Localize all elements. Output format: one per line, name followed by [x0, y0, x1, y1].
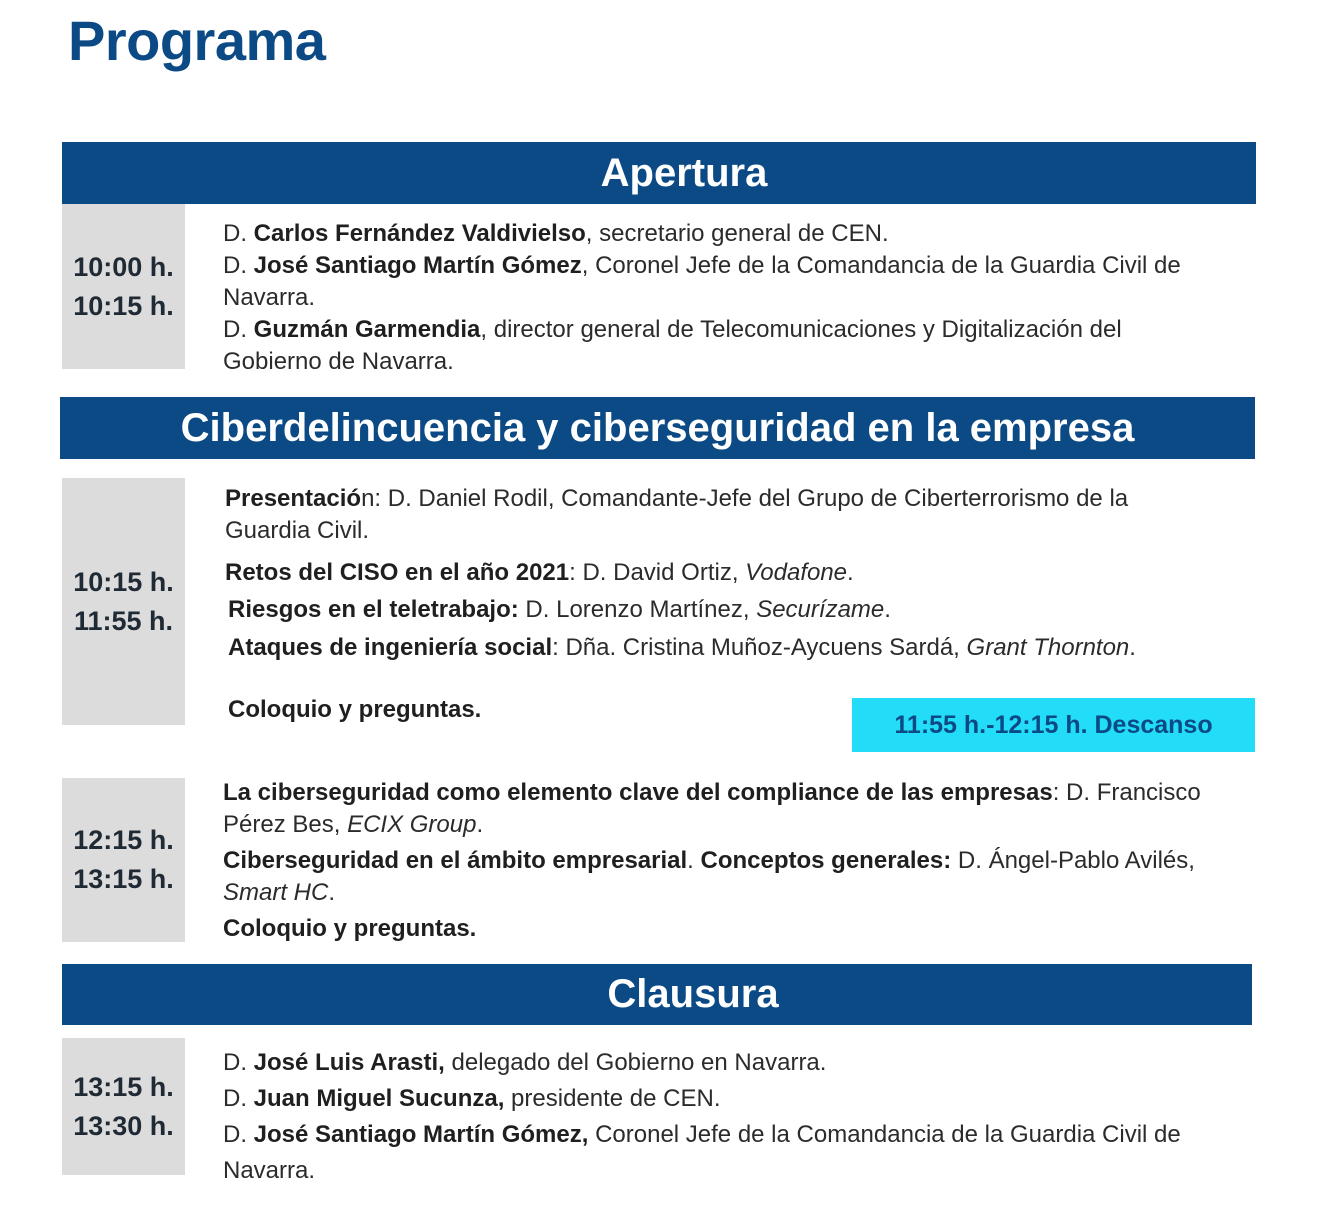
talk-title: Ataques de ingeniería social [228, 634, 553, 661]
apertura-speakers [223, 218, 1181, 378]
ciber-block-1 [225, 483, 1128, 547]
clausura-speakers [223, 1045, 1181, 1189]
talk-retos: Retos del CISO en el año 2021: D. David Ortiz, Vodafone. [225, 559, 854, 586]
time-end: 11:55 h. [73, 605, 174, 636]
speaker-line-continued: Navarra. [223, 1157, 316, 1184]
speaker-name: José Santiago Martín Gómez [253, 252, 582, 279]
speaker-line: D. José Luis Arasti, delegado del Gobierno en Navarra. [223, 1049, 827, 1076]
company-name: Smart HC [223, 879, 329, 906]
time-start: 10:15 h. [73, 566, 174, 597]
company-name: Grant Thornton [966, 634, 1130, 661]
presentacion-line: Presentación: D. Daniel Rodil, Comandante-Jefe del Grupo de Ciberterrorismo de la [225, 485, 1129, 512]
time-start: 10:00 h. [73, 251, 174, 282]
talk-title: Riesgos en el teletrabajo: [228, 596, 519, 623]
talk-ataques: Ataques de ingeniería social: Dña. Cristina Muñoz-Aycuens Sardá, Grant Thornton. [228, 634, 1136, 661]
talk-compliance-continued: Pérez Bes, ECIX Group. [223, 811, 484, 838]
section-header-apertura: Apertura [62, 142, 1256, 204]
talk-ambito: Ciberseguridad en el ámbito empresarial. Conceptos generales: D. Ángel-Pablo Avilés, Smart HC. [223, 847, 1195, 906]
time-slot-ciber-2 [62, 778, 185, 942]
speaker-name: José Luis Arasti, [253, 1049, 445, 1076]
coloquio-2: Coloquio y preguntas. [223, 915, 477, 942]
speaker-name: Carlos Fernández Valdivielso [253, 220, 586, 247]
talk-title: Retos del CISO en el año 2021 [225, 559, 570, 586]
company-name: Vodafone [745, 559, 848, 586]
speaker-line: D. José Santiago Martín Gómez, Coronel Jefe de la Comandancia de la Guardia Civil de [223, 252, 1181, 279]
speaker-line: D. Juan Miguel Sucunza, presidente de CEN. [223, 1085, 721, 1112]
time-end: 10:15 h. [73, 290, 174, 321]
time-slot-ciber-1 [62, 478, 185, 725]
section-header-ciberdelincuencia: Ciberdelincuencia y ciberseguridad en la empresa [60, 397, 1255, 459]
time-end: 13:30 h. [73, 1110, 174, 1141]
talk-riesgos: Riesgos en el teletrabajo: D. Lorenzo Martínez, Securízame. [228, 596, 891, 623]
time-start: 12:15 h. [73, 825, 174, 855]
speaker-name: José Santiago Martín Gómez, [253, 1121, 589, 1148]
speaker-line: D. Carlos Fernández Valdivielso, secretario general de CEN. [223, 220, 889, 247]
speaker-line: D. Guzmán Garmendia, director general de Telecomunicaciones y Digitalización del [223, 316, 1122, 343]
time-slot-apertura [62, 204, 185, 369]
coloquio-1: Coloquio y preguntas. [228, 696, 482, 723]
page-title: Programa [68, 9, 326, 72]
speaker-line-continued: Navarra. [223, 284, 316, 311]
time-slot-clausura [62, 1038, 185, 1175]
ciber-block-2 [223, 777, 1201, 841]
speaker-line-continued: Gobierno de Navarra. [223, 348, 454, 375]
time-start: 13:15 h. [73, 1071, 174, 1102]
company-name: ECIX Group [347, 811, 477, 838]
speaker-name: Guzmán Garmendia [253, 316, 481, 343]
speaker-name: Juan Miguel Sucunza, [253, 1085, 505, 1112]
section-header-clausura: Clausura [62, 964, 1252, 1025]
break-badge: 11:55 h.-12:15 h. Descanso [852, 698, 1255, 752]
talk-compliance: La ciberseguridad como elemento clave del compliance de las empresas: D. Francisco [223, 779, 1201, 806]
company-name: Securízame [756, 596, 885, 623]
presentacion-line-continued: Guardia Civil. [225, 517, 370, 544]
speaker-line: D. José Santiago Martín Gómez, Coronel Jefe de la Comandancia de la Guardia Civil de [223, 1121, 1181, 1148]
time-end: 13:15 h. [73, 864, 174, 894]
